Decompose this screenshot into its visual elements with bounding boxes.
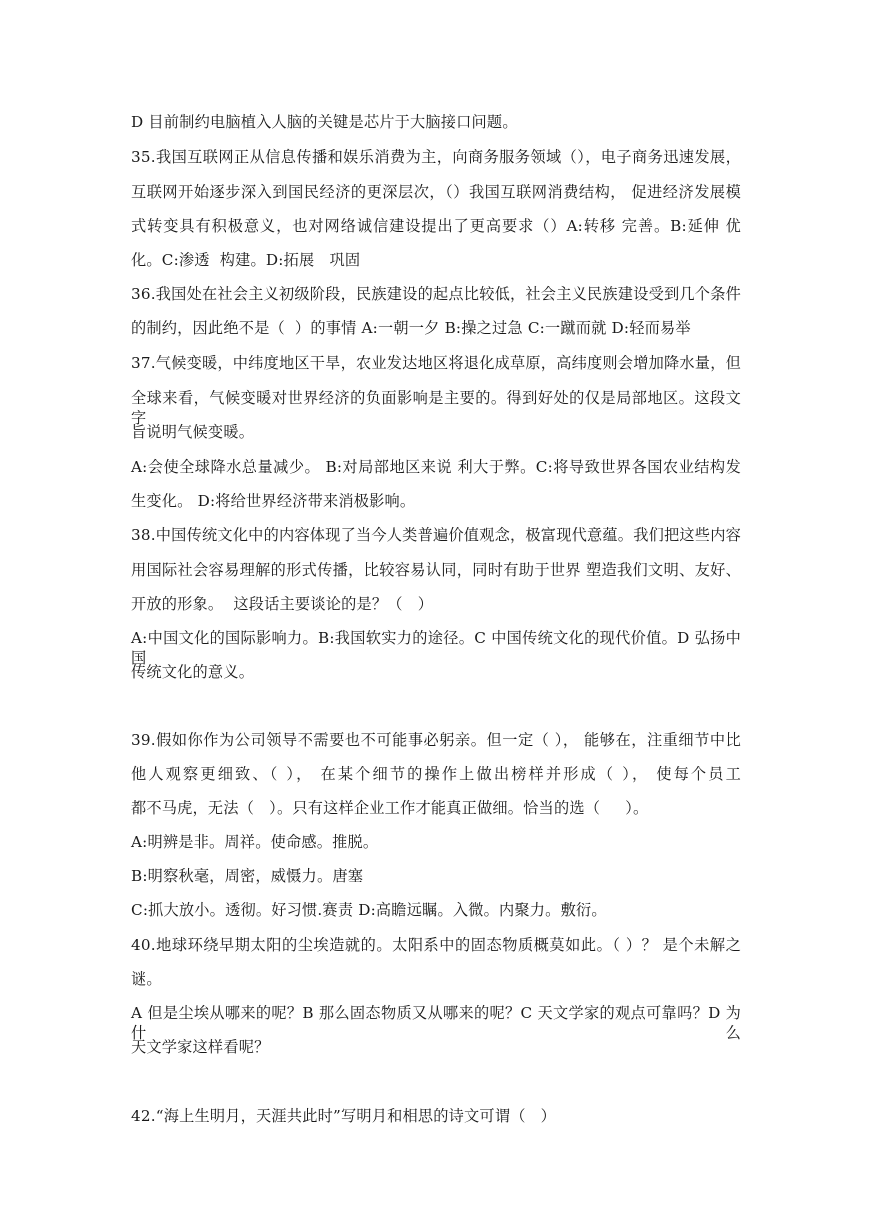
question-37-option-line: A:会使全球降水总量减少。 B:对局部地区来说 利大于弊。C:将导致世界各国农业结构发 <box>131 458 741 476</box>
question-37-option-line: 生变化。 D:将给世界经济带来消极影响。 <box>131 492 416 510</box>
question-36-line: 36.我国处在社会主义初级阶段，民族建设的起点比较低，社会主义民族建设受到几个条件 <box>131 285 741 303</box>
question-38-option-line: 传统文化的意义。 <box>131 663 255 681</box>
text-line: D 目前制约电脑植入人脑的关键是芯片于大脑接口问题。 <box>131 113 518 131</box>
question-38-line: 开放的形象。 这段话主要谈论的是？（ ） <box>131 595 434 613</box>
question-35-line: 化。C:渗透 构建。D:拓展 巩固 <box>131 251 361 269</box>
question-38-line: 用国际社会容易理解的形式传播，比较容易认同，同时有助于世界 塑造我们文明、友好、 <box>131 561 741 579</box>
question-40-line: 40.地球环绕早期太阳的尘埃造就的。太阳系中的固态物质概莫如此。（ ）？ 是个未解之 <box>131 936 741 954</box>
question-40-option-line: A 但是尘埃从哪来的呢？B 那么固态物质又从哪来的呢？C 天文学家的观点可靠吗？D 为什么 <box>131 1004 741 1042</box>
question-38-line: 38.中国传统文化中的内容体现了当今人类普遍价值观念，极富现代意蕴。我们把这些内容 <box>131 526 741 544</box>
question-39-line: 都不马虎，无法（ ）。只有这样企业工作才能真正做细。恰当的选（ ）。 <box>131 799 649 817</box>
question-39-line: 39.假如你作为公司领导不需要也不可能事必躬亲。但一定（ ）， 能够在，注重细节中比 <box>131 731 741 749</box>
question-39-option-line: C:抓大放小。透彻。好习惯.赛责 D:高瞻远瞩。入微。内聚力。敷衍。 <box>131 901 607 919</box>
question-40-option-line: 天文学家这样看呢？ <box>131 1038 270 1056</box>
question-42-line: 42.“海上生明月，天涯共此时”写明月和相思的诗文可谓（ ） <box>131 1107 557 1125</box>
question-39-option-line: B:明察秋毫，周密，威慑力。唐塞 <box>131 867 364 885</box>
question-39-line: 他人观察更细致、（ ）， 在某个细节的操作上做出榜样并形成（ ）， 使每个员工 <box>131 765 741 783</box>
question-35-line: 式转变具有积极意义，也对网络诚信建设提出了更高要求（）A:转移 完善。B:延伸 优 <box>131 217 741 235</box>
question-37-line: 全球来看，气候变暖对世界经济的负面影响是主要的。得到好处的仅是局部地区。这段文字 <box>131 389 741 427</box>
question-35-line: 35.我国互联网正从信息传播和娱乐消费为主，向商务服务领域（），电子商务迅速发展， <box>131 148 741 166</box>
question-36-line: 的制约，因此绝不是（ ）的事情 A:一朝一夕 B:操之过急 C:一蹴而就 D:轻而易举 <box>131 319 691 337</box>
question-39-option-line: A:明辨是非。周祥。使命感。推脱。 <box>131 833 379 851</box>
question-38-option-line: A:中国文化的国际影响力。B:我国软实力的途径。C 中国传统文化的现代价值。D 弘扬中国 <box>131 629 741 667</box>
question-37-line: 旨说明气候变暖。 <box>131 423 255 441</box>
question-35-line: 互联网开始逐步深入到国民经济的更深层次，（）我国互联网消费结构， 促进经济发展模 <box>131 183 741 201</box>
question-40-line: 谜。 <box>131 970 162 988</box>
question-37-line: 37.气候变暖，中纬度地区干旱，农业发达地区将退化成草原，高纬度则会增加降水量，但 <box>131 354 741 372</box>
